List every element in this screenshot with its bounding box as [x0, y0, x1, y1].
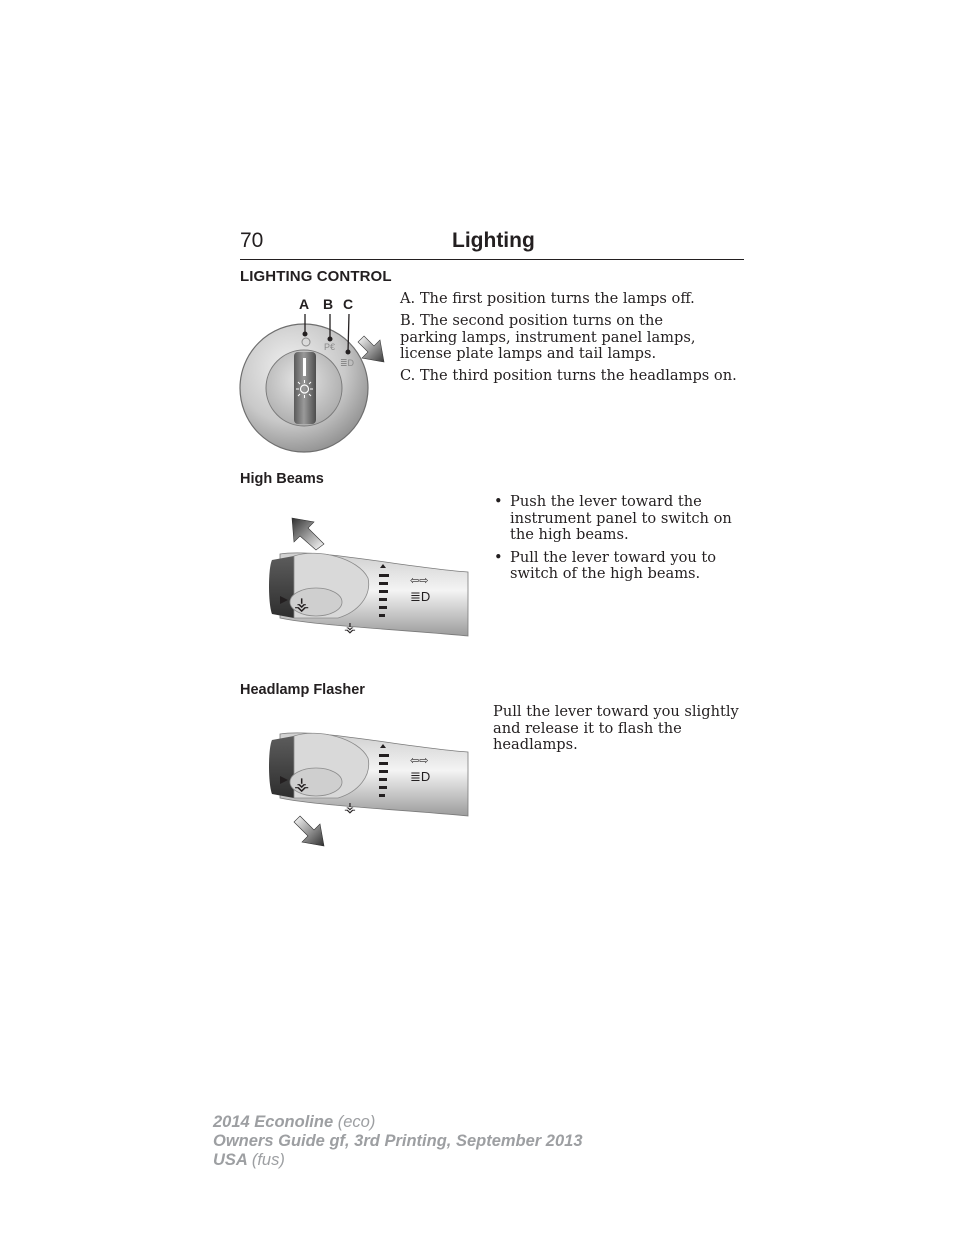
- front-wiper-icon: ⚶: [294, 594, 310, 614]
- footer-market: [213, 1150, 285, 1170]
- front-wiper-icon: ⚶: [294, 774, 310, 794]
- headlamp-icon: ≣D: [340, 358, 355, 368]
- footer-market-code: (fus): [251, 1151, 285, 1169]
- headlamp-flasher-lever-illustration: [258, 720, 470, 850]
- push-arrow-icon: [292, 518, 324, 550]
- chapter-title: Lighting: [452, 229, 535, 252]
- high-beam-instructions: [493, 494, 745, 589]
- lighting-position-b: B. The second position turns on the parking lamps, instrument panel lamps, license plate lamps and tail lamps.: [400, 312, 696, 363]
- footer-model: [213, 1112, 375, 1132]
- high-beam-bullet-1: • Push the lever toward the instrument panel to switch on the high beams.: [493, 494, 745, 544]
- rear-wiper-icon: ⚶: [344, 799, 356, 815]
- callout-b: B: [323, 296, 334, 312]
- rotate-arrow-icon: [358, 336, 384, 362]
- headlamp-switch-illustration: [236, 292, 392, 458]
- callout-c: C: [343, 296, 354, 312]
- rear-wiper-icon: ⚶: [344, 619, 356, 635]
- turn-signal-icon: ⇦⇨: [410, 755, 429, 767]
- lighting-position-a: A. The first position turns the lamps off.: [400, 290, 695, 307]
- headlamp-flasher-instruction: Pull the lever toward you slightly and release it to flash the headlamps.: [493, 703, 739, 754]
- header-rule: [240, 259, 744, 260]
- parking-lamp-icon: P€: [324, 342, 336, 352]
- footer-model-name: 2014 Econoline: [213, 1113, 334, 1131]
- section-heading-lighting-control: LIGHTING CONTROL: [240, 268, 392, 285]
- high-beam-icon: ≣D: [410, 589, 431, 604]
- callout-a: A: [299, 296, 310, 312]
- high-beam-icon: ≣D: [410, 769, 431, 784]
- subheading-high-beams: High Beams: [240, 471, 324, 487]
- pull-arrow-icon: [294, 816, 324, 846]
- subheading-headlamp-flasher: Headlamp Flasher: [240, 682, 365, 698]
- turn-signal-icon: ⇦⇨: [410, 575, 429, 587]
- page-number: 70: [240, 229, 264, 252]
- footer-guide: Owners Guide gf, 3rd Printing, September 2013: [213, 1132, 583, 1150]
- high-beam-bullet-2: • Pull the lever toward you to switch of the high beams.: [493, 550, 745, 583]
- footer-model-code: (eco): [337, 1113, 376, 1131]
- lighting-position-c: C. The third position turns the headlamps on.: [400, 367, 737, 384]
- footer-market-name: USA: [213, 1151, 248, 1169]
- high-beam-lever-illustration: [258, 508, 470, 644]
